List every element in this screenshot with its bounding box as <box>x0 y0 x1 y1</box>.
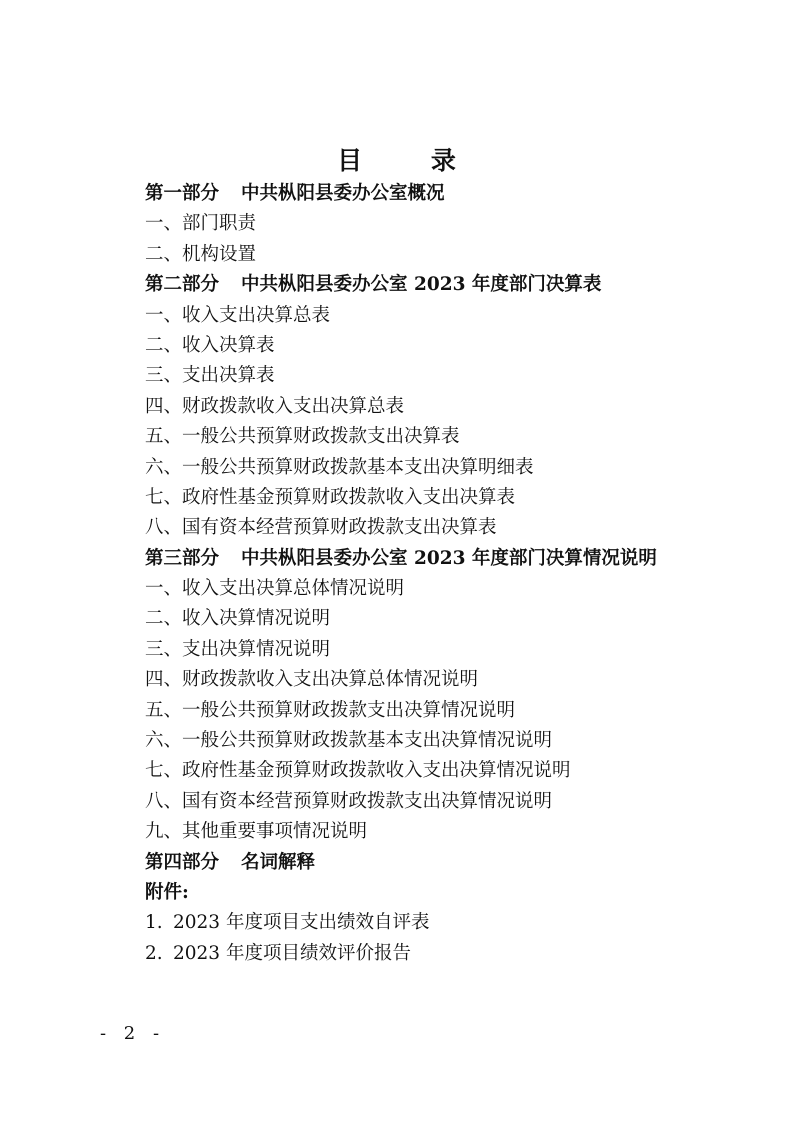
toc-item[interactable]: 四、财政拨款收入支出决算总表 <box>145 395 405 417</box>
attachment-number: 1. <box>145 912 163 934</box>
part-name: 中共枞阳县委办公室 2023 年度部门决算表 <box>241 274 602 296</box>
attachment-item[interactable] <box>145 908 765 938</box>
attachment-text: 2023 年度项目绩效评价报告 <box>173 942 411 964</box>
part-name: 名词解释 <box>241 851 316 873</box>
toc-item[interactable]: 七、政府性基金预算财政拨款收入支出决算表 <box>145 486 516 508</box>
toc-item[interactable]: 八、国有资本经营预算财政拨款支出决算情况说明 <box>145 790 553 812</box>
toc-item[interactable]: 二、机构设置 <box>145 243 257 265</box>
toc-item[interactable]: 六、一般公共预算财政拨款基本支出决算情况说明 <box>145 730 553 752</box>
toc-item[interactable]: 六、一般公共预算财政拨款基本支出决算明细表 <box>145 456 534 478</box>
attachment-number: 2. <box>145 942 163 964</box>
table-of-contents <box>145 179 765 969</box>
attachment-item[interactable] <box>145 939 765 969</box>
attachments-label: 附件: <box>145 881 189 903</box>
toc-part-4[interactable] <box>145 848 765 878</box>
page-number: - 2 - <box>100 1023 166 1044</box>
attachment-text: 2023 年度项目支出绩效自评表 <box>173 912 430 934</box>
part-label: 第二部分 <box>145 274 220 296</box>
toc-item[interactable]: 二、收入决算情况说明 <box>145 608 331 630</box>
toc-item[interactable]: 三、支出决算情况说明 <box>145 638 331 660</box>
toc-item[interactable]: 八、国有资本经营预算财政拨款支出决算表 <box>145 517 497 539</box>
toc-part-2[interactable] <box>145 270 765 300</box>
part-label: 第四部分 <box>145 851 220 873</box>
toc-item[interactable]: 四、财政拨款收入支出决算总体情况说明 <box>145 669 479 691</box>
toc-item[interactable]: 一、收入支出决算总体情况说明 <box>145 578 405 600</box>
part-name: 中共枞阳县委办公室 2023 年度部门决算情况说明 <box>241 547 657 569</box>
toc-item[interactable]: 三、支出决算表 <box>145 365 275 387</box>
part-label: 第三部分 <box>145 547 220 569</box>
toc-part-3[interactable] <box>145 544 765 574</box>
page-title: 目 录 <box>337 146 486 175</box>
toc-item[interactable]: 二、收入决算表 <box>145 334 275 356</box>
toc-item[interactable]: 一、收入支出决算总表 <box>145 304 331 326</box>
toc-item[interactable]: 一、部门职责 <box>145 213 257 235</box>
part-label: 第一部分 <box>145 183 220 204</box>
toc-part-1[interactable] <box>145 179 765 209</box>
part-name: 中共枞阳县委办公室概况 <box>241 183 445 204</box>
toc-item[interactable]: 七、政府性基金预算财政拨款收入支出决算情况说明 <box>145 760 571 782</box>
toc-item[interactable]: 五、一般公共预算财政拨款支出决算表 <box>145 426 460 448</box>
toc-item[interactable]: 九、其他重要事项情况说明 <box>145 821 368 843</box>
toc-item[interactable]: 五、一般公共预算财政拨款支出决算情况说明 <box>145 699 516 721</box>
